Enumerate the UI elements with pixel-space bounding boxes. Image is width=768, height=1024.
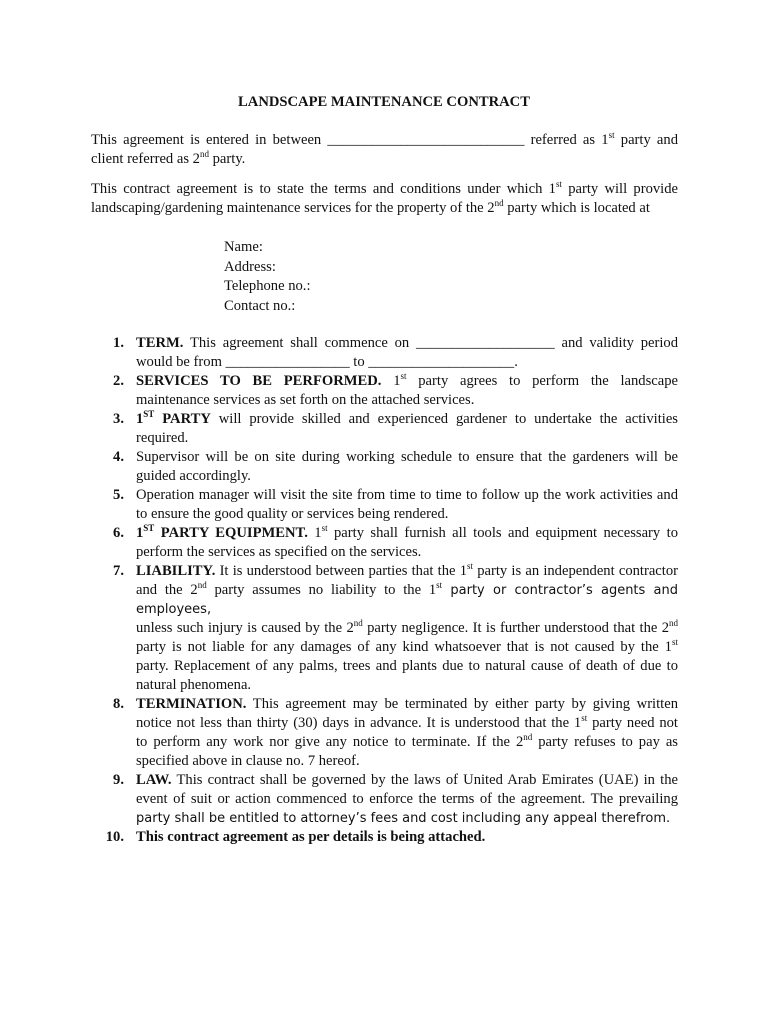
clause-text: party need not [587,715,678,731]
superscript: nd [197,580,207,591]
clause-item [91,771,678,828]
clause-number: 4. [113,449,124,465]
superscript: st [555,179,562,190]
superscript: st [436,580,443,591]
clause-number: 10. [105,829,124,845]
superscript: nd [199,149,209,160]
clause-text: party negligence. It is further understood that the 2 [362,620,669,636]
detail-contact-label: Contact no.: [224,297,296,314]
clause-text: This contract shall be governed by the laws of United Arab Emirates (UAE) in the [171,772,678,788]
superscript: st [671,637,678,648]
clause-item [91,372,678,410]
clause-text: Operation manager will visit the site from time to time to follow up the work activities and [136,487,678,503]
clause-heading-text: 1 [136,525,144,541]
intro-text: This agreement is entered in between ___________________________ referred as 1 [91,132,609,148]
clause-text: to ensure the good quality or services being rendered. [136,506,449,522]
superscript: st [608,130,615,141]
detail-telephone-label: Telephone no.: [224,278,311,294]
purpose-text: landscaping/gardening maintenance services for the property of the 2 [91,200,495,216]
clause-text: party shall furnish all tools and equipment necessary to [327,525,678,541]
clause-list [91,334,678,847]
purpose-paragraph [91,180,678,218]
clause-text: party is an independent contractor [473,563,679,579]
purpose-text: party will provide [561,181,678,197]
clause-text: maintenance services as set forth on the attached services. [136,392,475,408]
clause-text: perform the services as specified on the services. [136,544,422,560]
clause-heading-text: 1 [136,411,144,427]
clause-heading [136,411,211,427]
clause-number: 7. [113,563,124,579]
intro-text: party and [614,132,678,148]
intro-text: party. [208,151,246,167]
clause-text: party. Replacement of any palms, trees and plants due to natural cause of death of due to [136,658,678,674]
superscript: st [400,371,407,382]
clause-text: Supervisor will be on site during working schedule to ensure that the gardeners will be [136,449,678,465]
clause-item [91,410,678,448]
clause-heading-text: PARTY [154,411,211,427]
superscript: st [581,713,588,724]
clause-number: 5. [113,487,124,503]
clause-text: This agreement shall commence on ___________________ and validity period [183,335,678,351]
clause-text: natural phenomena. [136,677,252,693]
superscript: nd [669,618,678,629]
clause-number: 8. [113,696,124,712]
clause-item [91,524,678,562]
clause-text: party is not liable for any damages of any kind whatsoever that is not caused by the 1 [136,639,672,655]
clause-heading: SERVICES TO BE PERFORMED. [136,373,382,389]
clause-heading: This contract agreement as per details is being attached. [136,829,486,845]
intro-paragraph [91,131,678,169]
clause-item [91,448,678,486]
clause-heading: LIABILITY. [136,563,216,579]
intro-text: client referred as 2 [91,151,200,167]
clause-heading: TERM. [136,335,184,351]
clause-item [91,486,678,524]
clause-item [91,695,678,771]
clause-text: 1 [307,525,322,541]
detail-name-label: Name: [224,239,263,255]
purpose-text: This contract agreement is to state the terms and conditions under which 1 [91,181,556,197]
clause-number: 1. [113,335,124,351]
clause-number: 9. [113,772,124,788]
clause-text: guided accordingly. [136,468,251,484]
clause-heading: TERMINATION. [136,696,247,712]
clause-text: will provide skilled and experienced gardener to undertake the activities [210,411,678,427]
clause-number: 2. [113,373,124,389]
clause-text: to perform any work nor give any notice to terminate. If the 2 [136,734,524,750]
clause-text: party or contractor’s agents and employees, [136,583,679,617]
purpose-text: party which is located at [503,200,650,216]
clause-text: required. [136,430,189,446]
superscript: st [467,561,474,572]
detail-address-label: Address: [224,258,276,275]
clause-number: 3. [113,411,124,427]
superscript: nd [523,732,533,743]
clause-text: notice not less than thirty (30) days in advance. It is understood that the 1 [136,715,582,731]
clause-text: unless such injury is caused by the 2 [136,620,354,636]
party-details-block [224,238,311,316]
clause-text: 1 [381,373,401,389]
superscript: ST [143,523,155,534]
superscript: nd [353,618,363,629]
clause-number: 6. [113,525,124,541]
clause-text: It is understood between parties that the 1 [215,563,468,579]
clause-heading: LAW. [136,772,172,788]
clause-item [91,334,678,372]
superscript: ST [143,409,155,420]
clause-text: event of suit or action commenced to enforce the terms of the agreement. The prevailing [136,791,678,807]
clause-text: party assumes no liability to the 1 [206,582,437,598]
clause-text: and the 2 [136,582,198,598]
document-title: LANDSCAPE MAINTENANCE CONTRACT [238,94,530,110]
clause-text: would be from _________________ to ____________________. [136,354,518,370]
clause-text: party shall be entitled to attorney’s fees and cost including any appeal therefrom. [136,811,671,826]
clause-item [91,828,678,847]
superscript: st [321,523,328,534]
clause-text: This agreement may be terminated by either party by giving written [246,696,678,712]
clause-text: party refuses to pay as [532,734,678,750]
clause-heading-text: PARTY EQUIPMENT. [154,525,308,541]
superscript: nd [494,198,504,209]
clause-text: party agrees to perform the landscape [406,373,678,389]
clause-item [91,562,678,695]
clause-text: specified above in clause no. 7 hereof. [136,753,360,769]
clause-heading [136,525,308,541]
